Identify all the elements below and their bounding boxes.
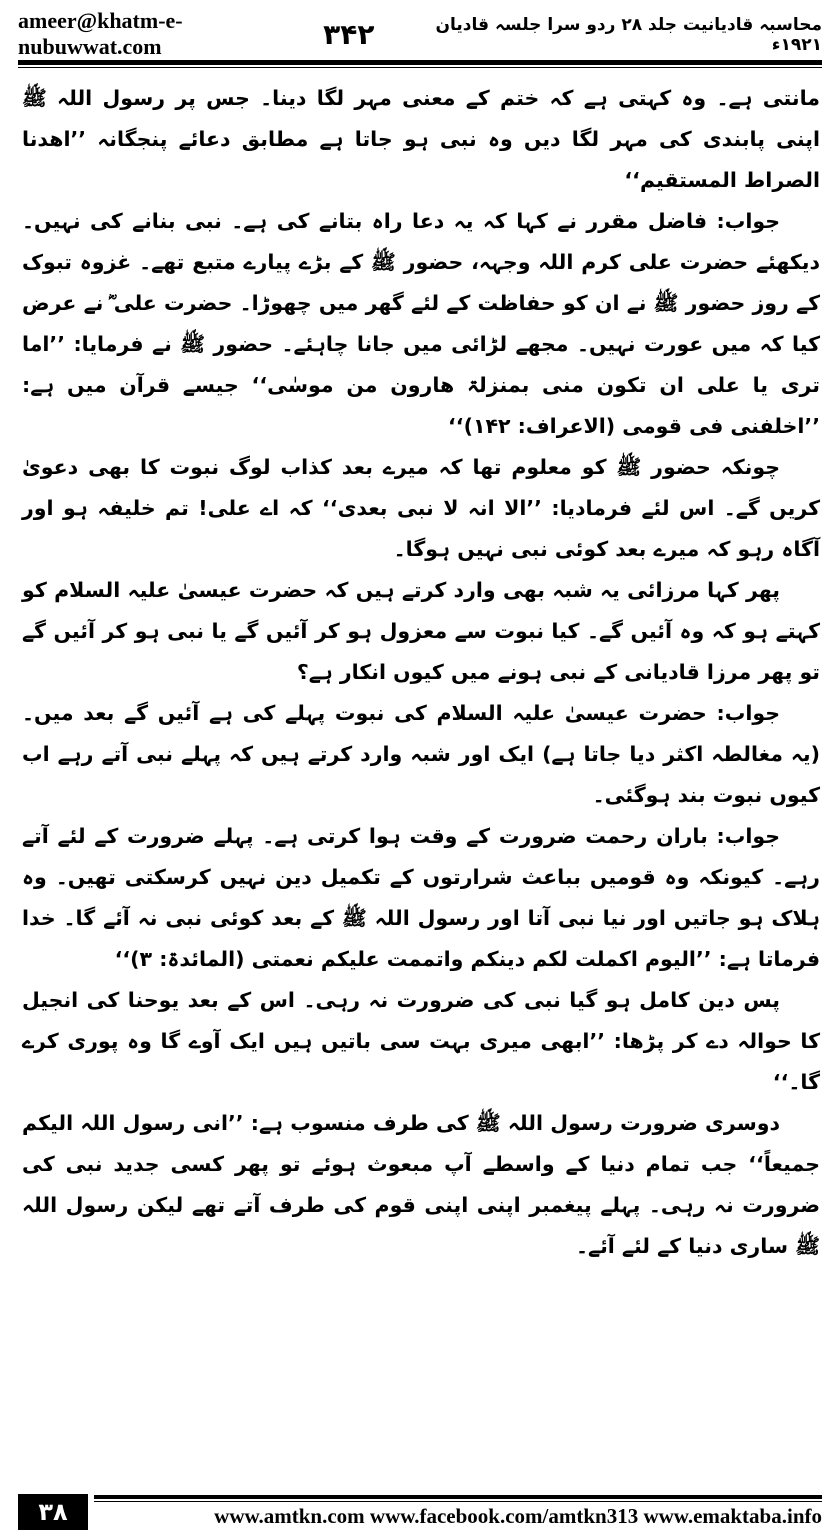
header-page-number: ۳۴۲ bbox=[323, 17, 375, 51]
footer-rule-group bbox=[94, 1495, 822, 1529]
paragraph-2: جواب: فاضل مقرر نے کہا کہ یہ دعا راہ بتانے کی ہے۔ نبی بنانے کی نہیں۔ دیکھئے حضرت علی کرم اللہ وجہہ، حضور ﷺ کے بڑے پیارے متبع تھے۔ غزوہ تبوک کے روز حضور ﷺ نے ان کو حفاظت کے لئے گھر میں چھوڑا۔ حضرت علی ؓ نے عرض کیا کہ میں عورت نہیں۔ مجھے لڑائی میں جانا چاہئے۔ حضور ﷺ نے فرمایا: ’’اما تری یا علی ان تکون منی بمنزلۃ ھارون من موسٰی‘‘ جیسے قرآن میں ہے: ’’اخلفنی فی قومی (الاعراف: ۱۴۲)‘‘ bbox=[22, 209, 820, 438]
header-rule bbox=[18, 60, 822, 68]
paragraph-1: مانتی ہے۔ وہ کہتی ہے کہ ختم کے معنی مہر لگا دینا۔ جس پر رسول اللہ ﷺ اپنی پابندی کی مہر لگا دیں وہ نبی ہو جاتا ہے مطابق دعائے پنجگانہ ’’اھدنا الصراط المستقیم‘‘ bbox=[22, 86, 820, 192]
header-email: ameer@khatm-e-nubuwwat.com bbox=[18, 8, 183, 59]
paragraph-8: دوسری ضرورت رسول اللہ ﷺ کی طرف منسوب ہے: ’’انی رسول اللہ الیکم جمیعاً‘‘ جب تمام دنیا کے واسطے آپ مبعوث ہوئے تو پھر کسی جدید نبی کی ضرورت نہ رہی۔ پہلے پیغمبر اپنی اپنی قوم کی طرف آتے تھے لیکن رسول اللہ ﷺ ساری دنیا کے لئے آئے۔ bbox=[22, 1111, 820, 1258]
page-footer bbox=[18, 1492, 822, 1532]
footer-rule bbox=[94, 1495, 822, 1502]
paragraph-6: جواب: باران رحمت ضرورت کے وقت ہوا کرتی ہے۔ پہلے ضرورت کے لئے آتے رہے۔ کیونکہ وہ قومیں بباعث شرارتوں کے تکمیل دین نہیں کرسکتی تھیں۔ وہ ہلاک ہو جاتیں اور نیا نبی آتا اور رسول اللہ ﷺ کے بعد کوئی نبی نہ آئے گا۔ خدا فرماتا ہے: ’’الیوم اکملت لکم دینکم واتممت علیکم نعمتی (المائدۃ: ۳)‘‘ bbox=[22, 824, 820, 971]
paragraph-3: چونکہ حضور ﷺ کو معلوم تھا کہ میرے بعد کذاب لوگ نبوت کا بھی دعویٰ کریں گے۔ اس لئے فرمادیا: ’’الا انہ لا نبی بعدی‘‘ کہ اے علی! تم خلیفہ ہو اور آگاہ رہو کہ میرے بعد کوئی نبی نہیں ہوگا۔ bbox=[22, 455, 820, 561]
paragraph-7: پس دین کامل ہو گیا نبی کی ضرورت نہ رہی۔ اس کے بعد یوحنا کی انجیل کا حوالہ دے کر پڑھا: ’’ابھی میری بہت سی باتیں ہیں ایک آوے گا وہ پوری کرے گا۔‘‘ bbox=[22, 988, 820, 1094]
page-body bbox=[22, 78, 820, 1458]
header-title-group bbox=[323, 14, 822, 55]
paragraph-5: جواب: حضرت عیسیٰ علیہ السلام کی نبوت پہلے کی ہے آئیں گے بعد میں۔ (یہ مغالطہ اکثر دیا جاتا ہے) ایک اور شبہ وارد کرتے ہیں کہ پہلے نبی آتے رہے اب کیوں نبوت بند ہوگئی۔ bbox=[22, 701, 820, 807]
page-header bbox=[18, 8, 822, 59]
paragraph-4: پھر کہا مرزائی یہ شبہ بھی وارد کرتے ہیں کہ حضرت عیسیٰ علیہ السلام کو کہتے ہو کہ وہ آئیں گے۔ کیا نبوت سے معزول ہو کر آئیں گے یا نبی ہو کر آئیں گے تو پھر مرزا قادیانی کے نبی ہونے میں کیوں انکار ہے؟ bbox=[22, 578, 820, 684]
book-title: محاسبہ قادیانیت جلد ۲۸ ردو سرا جلسہ قادیان ۱۹۲۱ء bbox=[435, 14, 822, 55]
footer-urls: www.amtkn.com www.facebook.com/amtkn313 www.emaktaba.info bbox=[214, 1504, 822, 1528]
footer-page-number: ۳۸ bbox=[18, 1494, 88, 1530]
